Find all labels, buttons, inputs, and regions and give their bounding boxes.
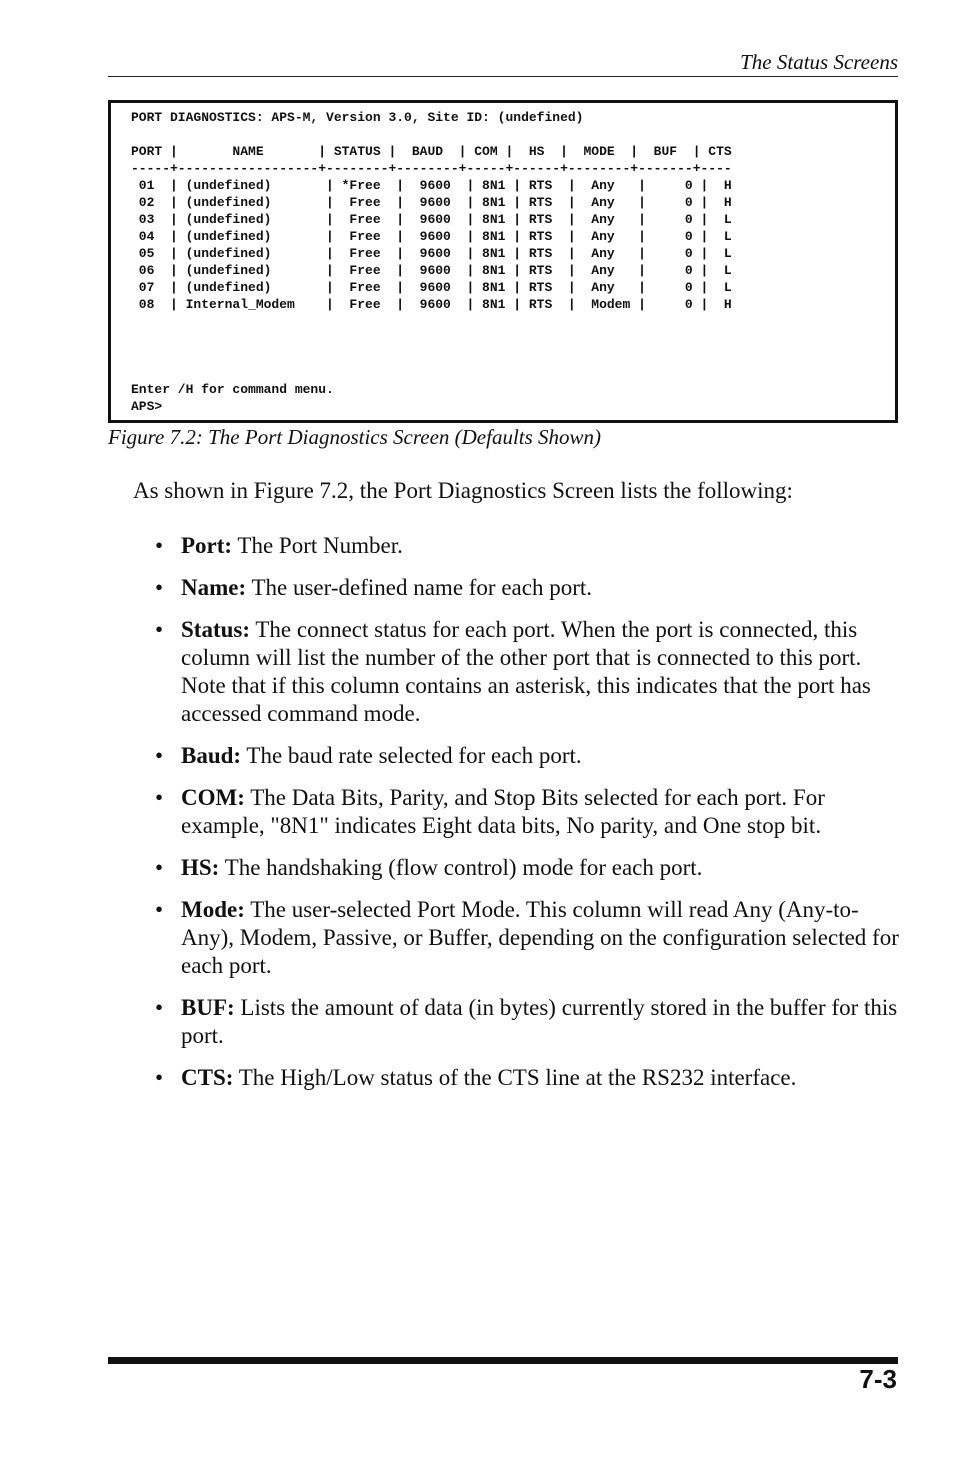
list-item [155, 854, 900, 882]
term: HS: [181, 855, 220, 880]
list-item [155, 616, 900, 728]
term: Status: [181, 617, 251, 642]
table-row: 08 | Internal_Modem | Free | 9600 | 8N1 | RTS | Modem | 0 | H [131, 297, 732, 312]
table-separator: -----+------------------+--------+--------+-----+------+--------+-------+---- [131, 161, 732, 176]
definition: The Data Bits, Parity, and Stop Bits selected for each port. For example, "8N1" indicates Eight data bits, No parity, and One stop bit. [181, 785, 825, 838]
terminal-screen [108, 100, 898, 423]
definition: The handshaking (flow control) mode for each port. [219, 855, 703, 880]
definition: The baud rate selected for each port. [241, 743, 582, 768]
bullet-icon: • [155, 785, 164, 810]
table-row: 06 | (undefined) | Free | 9600 | 8N1 | RTS | Any | 0 | L [131, 263, 732, 278]
term: BUF: [181, 995, 235, 1020]
term: Mode: [181, 897, 245, 922]
bullet-icon: • [155, 533, 164, 558]
table-row: 07 | (undefined) | Free | 9600 | 8N1 | RTS | Any | 0 | L [131, 280, 732, 295]
list-item [155, 994, 900, 1050]
page-number: 7-3 [859, 1364, 897, 1394]
list-item [155, 574, 900, 602]
list-item [155, 1064, 900, 1092]
bullet-icon: • [155, 855, 164, 880]
term: CTS: [181, 1065, 234, 1090]
table-header-row: PORT | NAME | STATUS | BAUD | COM | HS | MODE | BUF | CTS [131, 144, 732, 159]
table-row: 05 | (undefined) | Free | 9600 | 8N1 | RTS | Any | 0 | L [131, 246, 732, 261]
table-row: 01 | (undefined) | *Free | 9600 | 8N1 | RTS | Any | 0 | H [131, 178, 732, 193]
bullet-icon: • [155, 617, 164, 642]
bullet-icon: • [155, 995, 164, 1020]
term: COM: [181, 785, 245, 810]
definition: The High/Low status of the CTS line at the RS232 interface. [233, 1065, 797, 1090]
header-rule [108, 76, 898, 77]
definition: The user-defined name for each port. [246, 575, 593, 600]
terminal-text [131, 109, 732, 415]
intro-paragraph: As shown in Figure 7.2, the Port Diagnostics Screen lists the following: [133, 478, 793, 503]
table-row: 04 | (undefined) | Free | 9600 | 8N1 | RTS | Any | 0 | L [131, 229, 732, 244]
screen-title: PORT DIAGNOSTICS: APS-M, Version 3.0, Site ID: (undefined) [131, 110, 584, 125]
list-item [155, 784, 900, 840]
bullet-icon: • [155, 575, 164, 600]
field-list [155, 532, 900, 1106]
menu-hint: Enter /H for command menu. [131, 382, 334, 397]
table-row: 03 | (undefined) | Free | 9600 | 8N1 | RTS | Any | 0 | L [131, 212, 732, 227]
command-prompt: APS> [131, 399, 163, 414]
list-item [155, 742, 900, 770]
definition: The connect status for each port. When the port is connected, this column will list the number of the other port that is connected to this port. Note that if this column contains an asterisk, this indicates that the port has accessed command mode. [181, 617, 871, 726]
bullet-icon: • [155, 743, 164, 768]
list-item [155, 532, 900, 560]
definition: The Port Number. [232, 533, 403, 558]
term: Name: [181, 575, 247, 600]
bullet-icon: • [155, 1065, 164, 1090]
term: Port: [181, 533, 233, 558]
definition: The user-selected Port Mode. This column will read Any (Any-to-Any), Modem, Passive, or Buffer, depending on the configuration selected for each port. [181, 897, 899, 978]
running-head: The Status Screens [740, 50, 898, 74]
table-row: 02 | (undefined) | Free | 9600 | 8N1 | RTS | Any | 0 | H [131, 195, 732, 210]
list-item [155, 896, 900, 980]
bullet-icon: • [155, 897, 164, 922]
definition: Lists the amount of data (in bytes) currently stored in the buffer for this port. [181, 995, 898, 1048]
footer-rule [108, 1357, 898, 1364]
figure-caption: Figure 7.2: The Port Diagnostics Screen (Defaults Shown) [108, 425, 602, 449]
term: Baud: [181, 743, 242, 768]
